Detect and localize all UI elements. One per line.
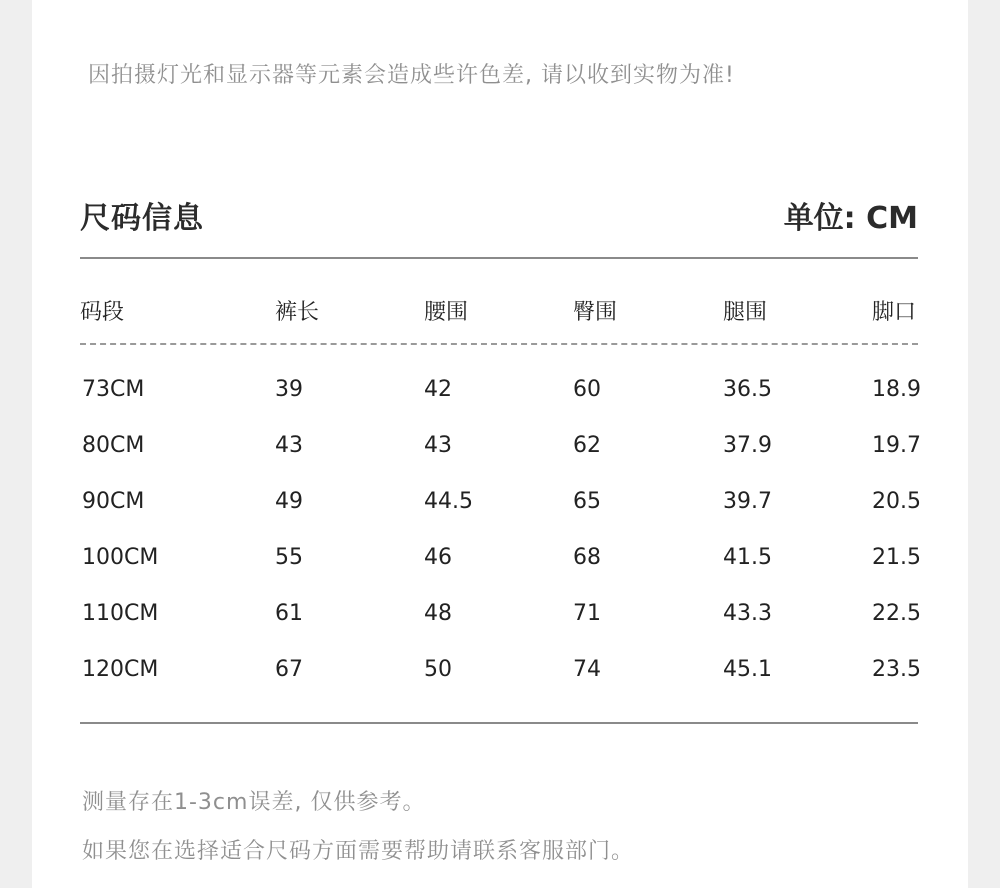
- table-cell: 61: [275, 601, 303, 626]
- header-waist: 腰围: [424, 300, 469, 325]
- table-cell: 110CM: [82, 601, 159, 626]
- table-cell: 44.5: [424, 489, 473, 514]
- unit-label: 单位: CM: [783, 201, 918, 236]
- table-cell: 20.5: [872, 489, 921, 514]
- size-card: [32, 0, 968, 888]
- table-cell: 74: [573, 657, 601, 682]
- table-cell: 21.5: [872, 545, 921, 570]
- table-cell: 39.7: [723, 489, 772, 514]
- table-cell: 19.7: [872, 433, 921, 458]
- help-note: 如果您在选择适合尺码方面需要帮助请联系客服部门。: [82, 839, 635, 864]
- table-cell: 39: [275, 377, 303, 402]
- table-cell: 120CM: [82, 657, 159, 682]
- header-dashed-divider: [80, 343, 918, 345]
- table-cell: 43: [275, 433, 303, 458]
- section-title: 尺码信息: [80, 201, 204, 236]
- table-cell: 73CM: [82, 377, 145, 402]
- table-cell: 55: [275, 545, 303, 570]
- header-length: 裤长: [275, 300, 320, 325]
- table-cell: 48: [424, 601, 452, 626]
- table-cell: 49: [275, 489, 303, 514]
- table-cell: 37.9: [723, 433, 772, 458]
- table-cell: 50: [424, 657, 452, 682]
- table-cell: 65: [573, 489, 601, 514]
- table-cell: 68: [573, 545, 601, 570]
- table-cell: 62: [573, 433, 601, 458]
- top-divider: [80, 257, 918, 259]
- table-cell: 41.5: [723, 545, 772, 570]
- table-cell: 71: [573, 601, 601, 626]
- measurement-note: 测量存在1-3cm误差, 仅供参考。: [82, 790, 426, 815]
- table-cell: 43.3: [723, 601, 772, 626]
- header-hem: 脚口: [872, 300, 917, 325]
- header-hip: 臀围: [573, 300, 618, 325]
- table-cell: 90CM: [82, 489, 145, 514]
- header-thigh: 腿围: [723, 300, 768, 325]
- header-size: 码段: [80, 300, 125, 325]
- table-cell: 36.5: [723, 377, 772, 402]
- table-cell: 60: [573, 377, 601, 402]
- table-cell: 100CM: [82, 545, 159, 570]
- color-disclaimer: 因拍摄灯光和显示器等元素会造成些许色差, 请以收到实物为准!: [88, 63, 735, 88]
- table-cell: 80CM: [82, 433, 145, 458]
- table-cell: 22.5: [872, 601, 921, 626]
- table-cell: 18.9: [872, 377, 921, 402]
- table-cell: 43: [424, 433, 452, 458]
- bottom-divider: [80, 722, 918, 724]
- table-cell: 45.1: [723, 657, 772, 682]
- table-cell: 67: [275, 657, 303, 682]
- table-cell: 42: [424, 377, 452, 402]
- table-cell: 46: [424, 545, 452, 570]
- table-cell: 23.5: [872, 657, 921, 682]
